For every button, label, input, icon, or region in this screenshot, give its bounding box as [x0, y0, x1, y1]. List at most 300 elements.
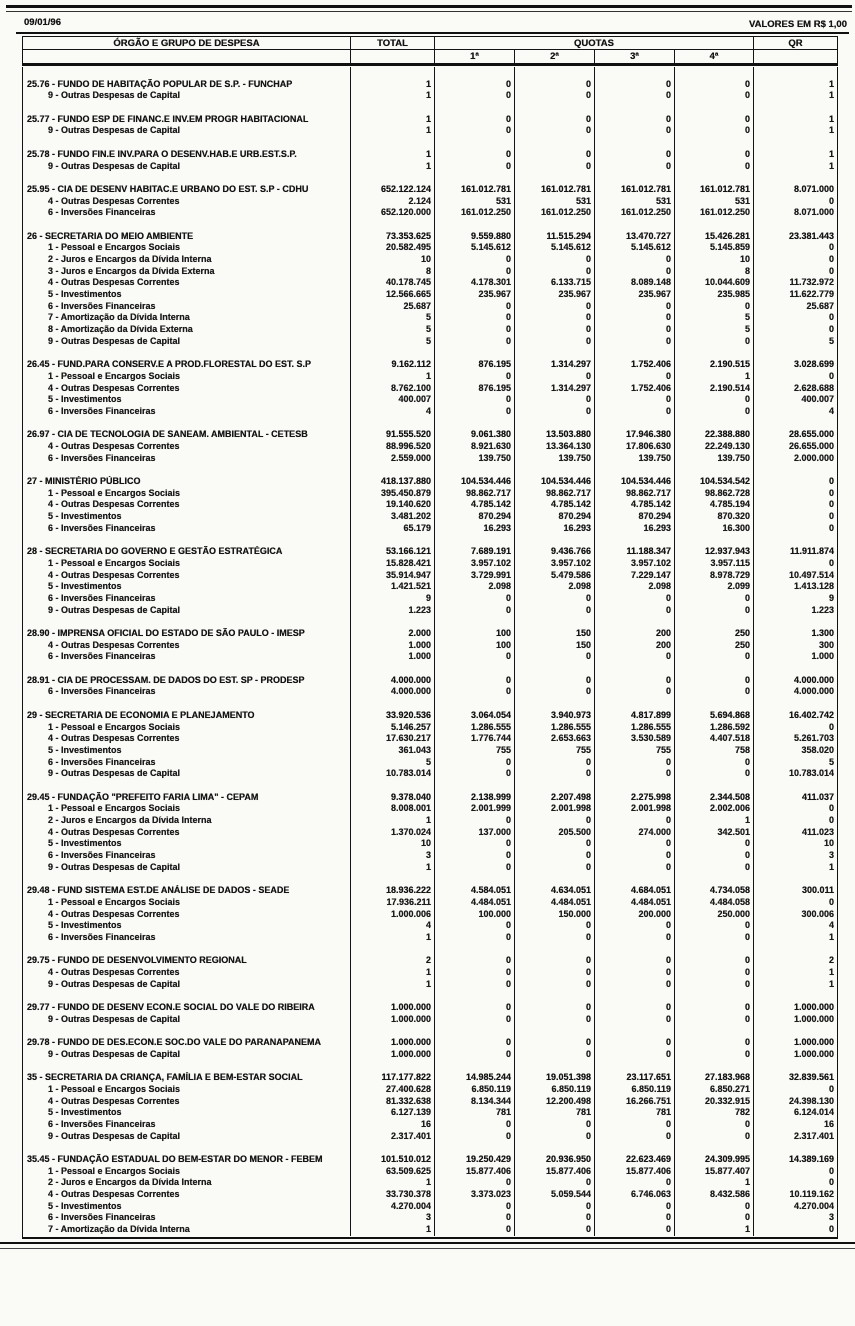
quota-1-value: 1.286.555: [435, 722, 515, 734]
quota-2-value: 0: [515, 967, 595, 979]
qr-value: 24.398.130: [788, 1095, 834, 1106]
quota-2-value: 0: [515, 815, 595, 827]
expense-group-label: 9 - Outras Despesas de Capital: [23, 161, 351, 173]
qr-value: 3.028.699: [793, 359, 834, 370]
quota-1-value: 19.250.429: [435, 1154, 515, 1166]
qr-value: 411.023: [801, 826, 834, 837]
expense-group-label: 4 - Outras Despesas Correntes: [23, 909, 351, 921]
total-value: 12.566.665: [351, 289, 435, 301]
quota-3-value: [595, 535, 675, 547]
quota-2-value: 150: [515, 628, 595, 640]
qr-value: [754, 990, 837, 1002]
quota-2-value: [515, 873, 595, 885]
quota-4-value: 235.985: [675, 289, 754, 301]
total-value: 1: [351, 125, 435, 137]
qr-value: [754, 172, 837, 184]
spacer-row: [23, 102, 837, 114]
quota-3-value: 1.752.406: [595, 383, 675, 395]
expense-group-label: [23, 102, 351, 114]
total-value: 1: [351, 1177, 435, 1189]
quota-2-value: 16.293: [515, 523, 595, 535]
total-value: 8.762.100: [351, 383, 435, 395]
expense-group-label: 2 - Juros e Encargos da Dívida Interna: [23, 254, 351, 266]
expense-group-label: [23, 663, 351, 675]
detail-row: [23, 862, 837, 874]
expense-group-label: [23, 219, 351, 231]
expense-group-label: [23, 990, 351, 1002]
detail-row: [23, 593, 837, 605]
total-value: 91.555.520: [351, 429, 435, 441]
quota-2-value: 0: [515, 79, 595, 91]
quota-3-value: 17.806.630: [595, 441, 675, 453]
quota-1-value: 0: [435, 406, 515, 418]
total-value: [351, 698, 435, 710]
quota-1-value: 98.862.717: [435, 488, 515, 500]
quota-3-value: 0: [595, 686, 675, 698]
qr-value: 2.000.000: [793, 452, 834, 463]
quota-1-value: 0: [435, 850, 515, 862]
quota-1-value: 161.012.781: [435, 184, 515, 196]
quota-1-value: 0: [435, 768, 515, 780]
quota-3-value: 98.862.717: [595, 488, 675, 500]
total-value: 1: [351, 862, 435, 874]
qr-value: 10.119.162: [789, 1189, 834, 1199]
quota-2-value: 0: [515, 336, 595, 348]
total-value: 1: [351, 1224, 435, 1236]
quota-1-value: 100: [435, 628, 515, 640]
qr-value: 0: [828, 557, 834, 568]
quota-2-value: 0: [515, 850, 595, 862]
qr-value: 0: [828, 242, 834, 253]
quota-1-value: [435, 172, 515, 184]
quota-1-value: 2.138.999: [435, 792, 515, 804]
quota-4-value: 4.407.518: [675, 733, 754, 745]
quota-1-value: 0: [435, 1212, 515, 1224]
quota-4-value: 4.785.194: [675, 499, 754, 511]
quota-3-value: 0: [595, 815, 675, 827]
quota-1-value: [435, 616, 515, 628]
quota-2-value: 19.051.398: [515, 1072, 595, 1084]
quota-2-value: 11.515.294: [515, 231, 595, 243]
total-value: 5: [351, 757, 435, 769]
section-row: [23, 628, 837, 640]
section-row: [23, 79, 837, 91]
expense-group-label: 6 - Inversões Financeiras: [23, 593, 351, 605]
detail-row: [23, 745, 837, 757]
quota-1-value: 0: [435, 336, 515, 348]
column-header-orgao: ÓRGÃO E GRUPO DE DESPESA: [23, 37, 351, 50]
total-value: 361.043: [351, 745, 435, 757]
total-value: 101.510.012: [351, 1154, 435, 1166]
org-group-title: 28 - SECRETARIA DO GOVERNO E GESTÃO ESTRATÉGICA: [23, 546, 351, 558]
quota-2-value: [515, 102, 595, 114]
quota-2-value: 0: [515, 371, 595, 383]
qr-value: 1: [828, 160, 834, 171]
header-empty-cell: [754, 50, 837, 63]
quota-4-value: 1: [675, 1224, 754, 1236]
detail-row: [23, 558, 837, 570]
qr-value: 10.497.514: [788, 569, 834, 580]
expense-group-label: 6 - Inversões Financeiras: [23, 453, 351, 465]
total-value: [351, 780, 435, 792]
total-value: 1.223: [351, 605, 435, 617]
quota-3-value: 2.275.998: [595, 792, 675, 804]
quota-3-value: 0: [595, 838, 675, 850]
total-value: 1: [351, 90, 435, 102]
total-value: 1.370.024: [351, 827, 435, 839]
detail-row: [23, 768, 837, 780]
quota-4-value: 0: [675, 686, 754, 698]
quota-3-value: 5.145.612: [595, 242, 675, 254]
section-row: [23, 1002, 837, 1014]
quota-2-value: 20.936.950: [515, 1154, 595, 1166]
expense-group-label: [23, 1060, 351, 1072]
total-value: 1: [351, 114, 435, 126]
expense-group-label: 6 - Inversões Financeiras: [23, 686, 351, 698]
org-group-title: 26.45 - FUND.PARA CONSERV.E A PROD.FLORESTAL DO EST. S.P: [23, 359, 351, 371]
qr-value: 1.000.000: [793, 1048, 834, 1059]
quota-2-value: 104.534.446: [515, 476, 595, 488]
quota-3-value: [595, 1025, 675, 1037]
detail-row: [23, 815, 837, 827]
expense-group-label: 4 - Outras Despesas Correntes: [23, 733, 351, 745]
quota-2-value: [515, 1060, 595, 1072]
quota-1-value: 0: [435, 324, 515, 336]
quota-2-value: [515, 1142, 595, 1154]
detail-row: [23, 453, 837, 465]
total-value: 5: [351, 312, 435, 324]
quota-4-value: 139.750: [675, 453, 754, 465]
qr-value: 11.622.779: [789, 289, 834, 300]
quota-3-value: 1.752.406: [595, 359, 675, 371]
quota-4-value: 98.862.728: [675, 488, 754, 500]
total-value: 418.137.880: [351, 476, 435, 488]
detail-row: [23, 499, 837, 511]
quota-1-value: 0: [435, 920, 515, 932]
total-value: 2.000: [351, 628, 435, 640]
org-group-title: 25.78 - FUNDO FIN.E INV.PARA O DESENV.HAB.E URB.EST.S.P.: [23, 149, 351, 161]
total-value: [351, 663, 435, 675]
quota-2-value: 0: [515, 651, 595, 663]
expense-group-label: [23, 464, 351, 476]
qr-value: [754, 944, 837, 956]
expense-group-label: 4 - Outras Despesas Correntes: [23, 827, 351, 839]
quota-3-value: [595, 67, 675, 79]
qr-value: [754, 137, 837, 149]
quota-2-value: 0: [515, 979, 595, 991]
spacer-row: [23, 780, 837, 792]
total-value: [351, 990, 435, 1002]
quota-4-value: 0: [675, 838, 754, 850]
total-value: 3: [351, 850, 435, 862]
spacer-row: [23, 535, 837, 547]
spacer-row: [23, 1060, 837, 1072]
quota-2-value: 0: [515, 593, 595, 605]
detail-row: [23, 266, 837, 278]
expense-group-label: [23, 1142, 351, 1154]
quota-4-value: [675, 990, 754, 1002]
quota-4-value: [675, 873, 754, 885]
quota-2-value: 98.862.717: [515, 488, 595, 500]
total-value: [351, 535, 435, 547]
quota-2-value: [515, 698, 595, 710]
qr-value: 4.000.000: [793, 674, 834, 685]
expense-group-label: 6 - Inversões Financeiras: [23, 301, 351, 313]
detail-row: [23, 803, 837, 815]
quota-4-value: 0: [675, 757, 754, 769]
total-value: 1.000.000: [351, 1014, 435, 1026]
quota-2-value: 0: [515, 324, 595, 336]
qr-value: 0: [828, 522, 834, 533]
spacer-row: [23, 616, 837, 628]
total-value: 81.332.638: [351, 1096, 435, 1108]
quota-4-value: 8.978.729: [675, 570, 754, 582]
qr-value: 1.300: [811, 628, 834, 638]
quota-1-value: [435, 102, 515, 114]
section-row: [23, 114, 837, 126]
quota-2-value: 4.634.051: [515, 885, 595, 897]
quota-4-value: 0: [675, 862, 754, 874]
expense-group-label: [23, 67, 351, 79]
total-value: 5: [351, 336, 435, 348]
qr-value: 2.628.688: [793, 382, 834, 393]
total-value: 1.000.000: [351, 1002, 435, 1014]
qr-value: [754, 616, 837, 628]
detail-row: [23, 196, 837, 208]
quota-2-value: 161.012.781: [515, 184, 595, 196]
qr-value: 9: [828, 592, 834, 603]
quota-4-value: 250: [675, 640, 754, 652]
expense-group-label: 9 - Outras Despesas de Capital: [23, 979, 351, 991]
quota-3-value: 0: [595, 1119, 675, 1131]
quota-2-value: 6.133.715: [515, 277, 595, 289]
quota-2-value: 9.436.766: [515, 546, 595, 558]
quota-2-value: 5.145.612: [515, 242, 595, 254]
qr-value: 4.000.000: [793, 686, 834, 697]
quota-2-value: 1.314.297: [515, 383, 595, 395]
quota-3-value: 0: [595, 1224, 675, 1236]
quota-2-value: 0: [515, 394, 595, 406]
quota-1-value: 0: [435, 932, 515, 944]
section-row: [23, 792, 837, 804]
quota-2-value: 5.479.586: [515, 570, 595, 582]
quota-2-value: 0: [515, 955, 595, 967]
expense-group-label: [23, 418, 351, 430]
quota-2-value: 13.364.130: [515, 441, 595, 453]
quota-1-value: 0: [435, 79, 515, 91]
quota-3-value: 15.877.406: [595, 1166, 675, 1178]
detail-row: [23, 932, 837, 944]
total-value: [351, 464, 435, 476]
quota-1-value: 0: [435, 1014, 515, 1026]
quota-4-value: 4.484.058: [675, 897, 754, 909]
expense-group-label: 6 - Inversões Financeiras: [23, 932, 351, 944]
quota-1-value: 531: [435, 196, 515, 208]
quota-3-value: 0: [595, 850, 675, 862]
top-rule: [6, 5, 852, 8]
expense-group-label: 4 - Outras Despesas Correntes: [23, 1096, 351, 1108]
qr-value: 0: [828, 1177, 834, 1188]
detail-row: [23, 1084, 837, 1096]
quota-2-value: 0: [515, 1201, 595, 1213]
quota-4-value: [675, 663, 754, 675]
quota-1-value: 14.985.244: [435, 1072, 515, 1084]
quota-3-value: 161.012.781: [595, 184, 675, 196]
expense-group-label: 4 - Outras Despesas Correntes: [23, 640, 351, 652]
expense-group-label: 6 - Inversões Financeiras: [23, 207, 351, 219]
qr-value: 1: [828, 861, 834, 872]
expense-group-label: [23, 137, 351, 149]
quota-1-value: 0: [435, 254, 515, 266]
quota-1-value: 100: [435, 640, 515, 652]
section-row: [23, 149, 837, 161]
expense-group-label: 9 - Outras Despesas de Capital: [23, 862, 351, 874]
detail-row: [23, 757, 837, 769]
quota-2-value: [515, 464, 595, 476]
section-row: [23, 359, 837, 371]
qr-value: 28.655.000: [788, 429, 834, 440]
section-row: [23, 231, 837, 243]
quota-4-value: 1: [675, 815, 754, 827]
org-group-title: 25.76 - FUNDO DE HABITAÇÃO POPULAR DE S.P. - FUNCHAP: [23, 79, 351, 91]
qr-value: 14.389.169: [788, 1153, 834, 1164]
quota-2-value: 0: [515, 161, 595, 173]
total-value: 1.000.000: [351, 1037, 435, 1049]
total-value: 3.481.202: [351, 511, 435, 523]
quota-2-value: 0: [515, 406, 595, 418]
expense-group-label: 5 - Investimentos: [23, 511, 351, 523]
quota-3-value: 0: [595, 955, 675, 967]
quota-3-value: 0: [595, 920, 675, 932]
quota-2-value: [515, 535, 595, 547]
quota-3-value: 8.089.148: [595, 277, 675, 289]
quota-1-value: 0: [435, 114, 515, 126]
qr-value: 400.007: [801, 394, 834, 405]
org-group-title: 29.75 - FUNDO DE DESENVOLVIMENTO REGIONAL: [23, 955, 351, 967]
total-value: 20.582.495: [351, 242, 435, 254]
detail-row: [23, 324, 837, 336]
quota-2-value: 6.850.119: [515, 1084, 595, 1096]
total-value: 27.400.628: [351, 1084, 435, 1096]
qr-value: 0: [828, 499, 834, 510]
section-row: [23, 429, 837, 441]
total-value: 2.124: [351, 196, 435, 208]
quota-4-value: 0: [675, 850, 754, 862]
quota-4-value: 8: [675, 266, 754, 278]
total-value: 1: [351, 967, 435, 979]
detail-row: [23, 383, 837, 395]
quota-4-value: [675, 418, 754, 430]
detail-row: [23, 207, 837, 219]
quota-1-value: 870.294: [435, 511, 515, 523]
qr-value: 25.687: [806, 300, 834, 311]
org-group-title: 35 - SECRETARIA DA CRIANÇA, FAMÍLIA E BEM-ESTAR SOCIAL: [23, 1072, 351, 1084]
quota-4-value: 1.286.592: [675, 722, 754, 734]
quota-3-value: 0: [595, 90, 675, 102]
quota-2-value: 0: [515, 254, 595, 266]
org-group-title: 26.97 - CIA DE TECNOLOGIA DE SANEAM. AMBIENTAL - CETESB: [23, 429, 351, 441]
detail-row: [23, 394, 837, 406]
expense-group-label: 1 - Pessoal e Encargos Sociais: [23, 803, 351, 815]
spacer-row: [23, 137, 837, 149]
quota-4-value: 2.002.006: [675, 803, 754, 815]
qr-value: [754, 1025, 837, 1037]
quota-4-value: [675, 1025, 754, 1037]
report-date: 09/01/96: [24, 17, 61, 28]
quota-3-value: [595, 137, 675, 149]
detail-row: [23, 336, 837, 348]
qr-value: 300: [818, 639, 834, 650]
quota-1-value: 104.534.446: [435, 476, 515, 488]
quota-1-value: 0: [435, 266, 515, 278]
quota-4-value: 0: [675, 1131, 754, 1143]
total-value: [351, 616, 435, 628]
detail-row: [23, 523, 837, 535]
quota-2-value: [515, 616, 595, 628]
quota-3-value: 0: [595, 768, 675, 780]
org-group-title: 29.48 - FUND SISTEMA EST.DE ANÁLISE DE DADOS - SEADE: [23, 885, 351, 897]
total-value: 10: [351, 838, 435, 850]
expense-group-label: 4 - Outras Despesas Correntes: [23, 383, 351, 395]
quota-2-value: 15.877.406: [515, 1166, 595, 1178]
quota-1-value: 8.921.630: [435, 441, 515, 453]
quota-4-value: [675, 67, 754, 79]
quota-2-value: 0: [515, 768, 595, 780]
total-value: 3: [351, 1212, 435, 1224]
quota-4-value: 2.190.515: [675, 359, 754, 371]
expense-group-label: [23, 348, 351, 360]
quota-2-value: [515, 348, 595, 360]
expense-group-label: 9 - Outras Despesas de Capital: [23, 1049, 351, 1061]
org-group-title: 28.91 - CIA DE PROCESSAM. DE DADOS DO EST. SP - PRODESP: [23, 675, 351, 687]
detail-row: [23, 371, 837, 383]
header-empty-cell: [23, 50, 351, 63]
qr-value: [754, 535, 837, 547]
quota-2-value: 1.314.297: [515, 359, 595, 371]
quota-3-value: 4.817.899: [595, 710, 675, 722]
quota-3-value: 0: [595, 406, 675, 418]
quota-2-value: 139.750: [515, 453, 595, 465]
detail-row: [23, 161, 837, 173]
quota-1-value: 0: [435, 90, 515, 102]
section-row: [23, 1072, 837, 1084]
expense-group-label: 5 - Investimentos: [23, 289, 351, 301]
qr-value: [754, 418, 837, 430]
quota-2-value: 0: [515, 1049, 595, 1061]
quota-2-value: 1.286.555: [515, 722, 595, 734]
quota-1-value: 876.195: [435, 383, 515, 395]
quota-1-value: 0: [435, 1119, 515, 1131]
quota-3-value: 0: [595, 675, 675, 687]
quota-1-value: [435, 535, 515, 547]
qr-value: 1.000.000: [793, 1013, 834, 1024]
total-value: [351, 102, 435, 114]
qr-value: 4: [828, 405, 834, 416]
quota-2-value: 2.207.498: [515, 792, 595, 804]
quota-3-value: 0: [595, 114, 675, 126]
quota-4-value: [675, 780, 754, 792]
table-header: [22, 36, 838, 66]
quota-2-value: 2.653.663: [515, 733, 595, 745]
total-value: 18.936.222: [351, 885, 435, 897]
section-row: [23, 885, 837, 897]
quota-1-value: [435, 1025, 515, 1037]
quota-4-value: 6.850.271: [675, 1084, 754, 1096]
quota-1-value: 0: [435, 1131, 515, 1143]
quota-4-value: 0: [675, 651, 754, 663]
qr-value: 0: [828, 815, 834, 825]
quota-4-value: 250.000: [675, 909, 754, 921]
